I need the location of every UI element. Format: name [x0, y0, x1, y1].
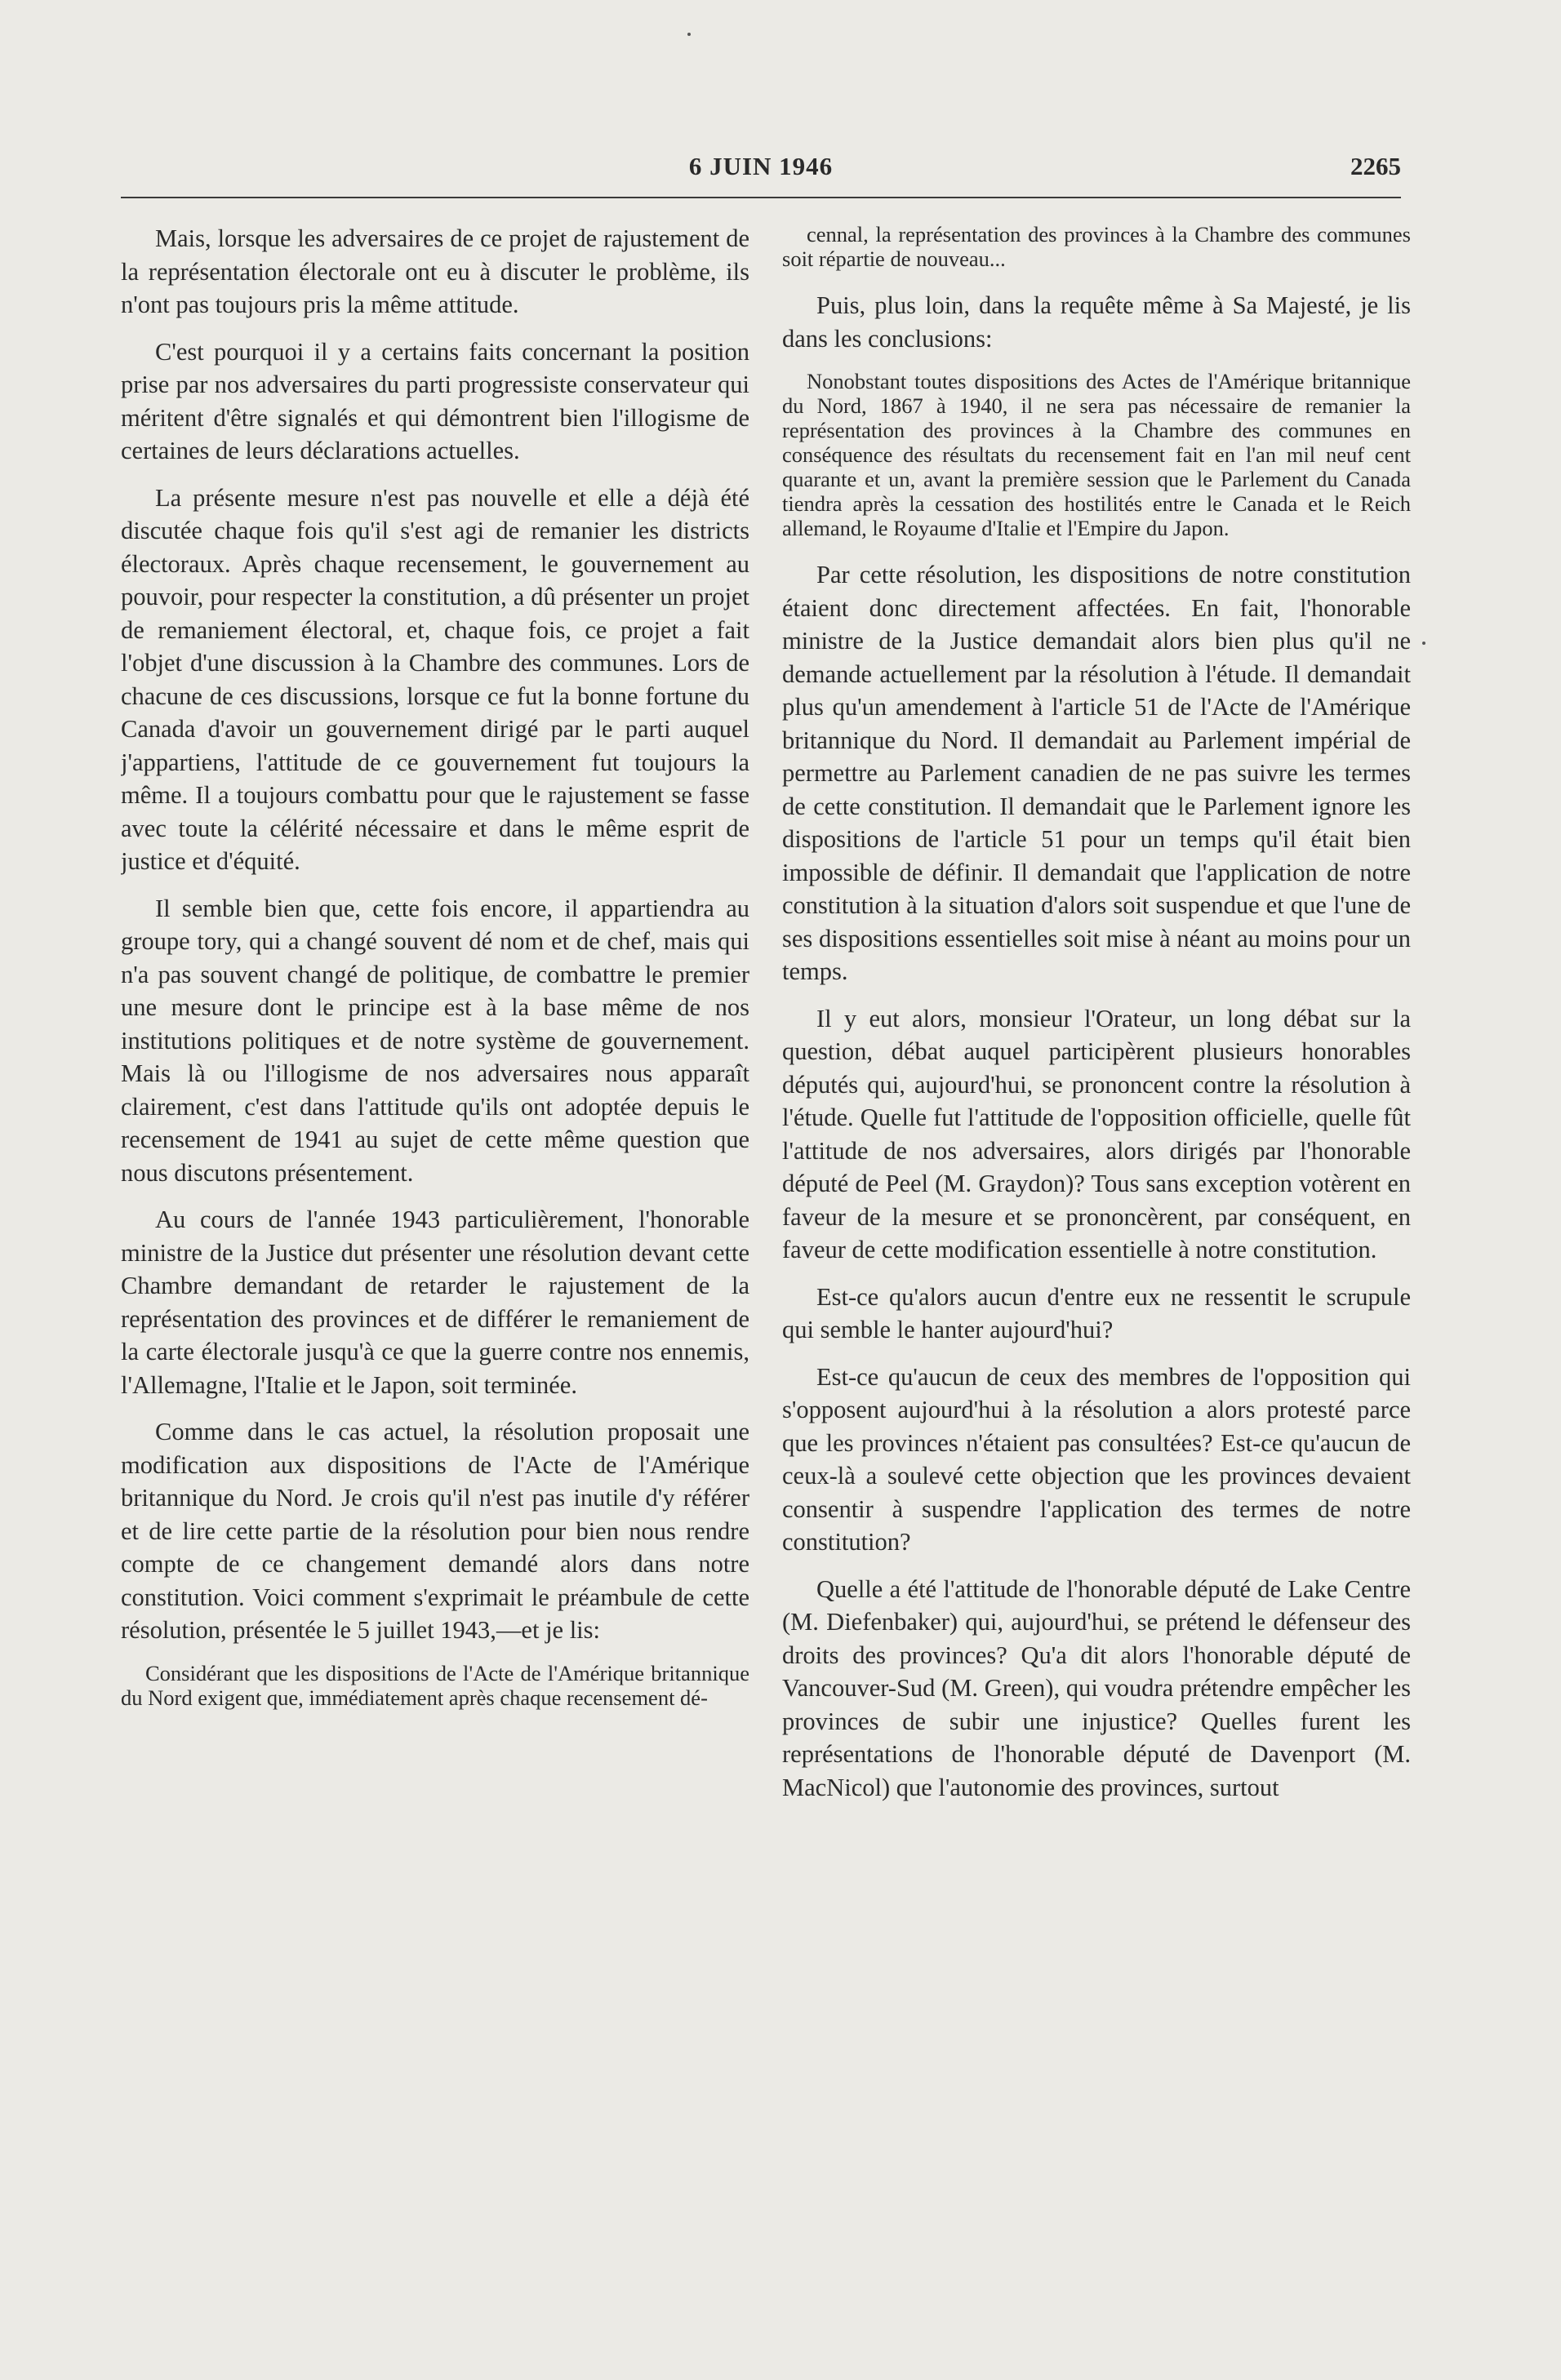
left-column [121, 222, 749, 2344]
paragraph: Comme dans le cas actuel, la résolution proposait une modification aux dispositions de l'Acte de l'Amérique britannique du Nord. Je crois qu'il n'est pas inutile d'y référer et de lire cette partie de la résolution pour bien nous rendre compte de ce changement demandé alors dans notre constitution. Voici comment s'exprimait le préambule de cette résolution, présentée le 5 juillet 1943,—et je lis: [121, 1418, 749, 1644]
quoted-resolution: Considérant que les dispositions de l'Acte de l'Amérique britannique du Nord exigent que, immédiatement après chaque recensement dé- [121, 1660, 749, 1710]
page-number: 2265 [1350, 152, 1401, 180]
paragraph: Puis, plus loin, dans la requête même à Sa Majesté, je lis dans les conclusions: [782, 291, 1411, 353]
paragraph: Il semble bien que, cette fois encore, il appartiendra au groupe tory, qui a changé souvent dé nom et de chef, mais qui n'a pas souvent changé de politique, de combattre le premier une mesure dont le principe est à la base même de nos institutions politiques et de notre système de gouvernement. Mais là ou l'illogisme de nos adversaires nous apparaît clairement, c'est dans l'attitude qu'ils ont adoptée depuis le recensement de 1941 au sujet de cette même question que nous discutons présentement. [121, 894, 749, 1187]
paragraph: C'est pourquoi il y a certains faits concernant la position prise par nos adversaires du parti progressiste conservateur qui méritent d'être signalés et qui démontrent bien l'illogisme de certaines de leurs déclarations actuelles. [121, 337, 749, 464]
paragraph: La présente mesure n'est pas nouvelle et elle a déjà été discutée chaque fois qu'il s'est agi de remanier les districts électoraux. Après chaque recensement, le gouvernement au pouvoir, pour respecter la constitution, a dû présenter un projet de remaniement électoral, et, chaque fois, ce projet a fait l'objet d'une discussion à la Chambre des communes. Lors de chacune de ces discussions, lorsque ce fut la bonne fortune du Canada d'avoir un gouvernement dirigé par le parti auquel j'appartiens, l'attitude de ce gouvernement fut toujours la même. Il a toujours combattu pour que le rajustement se fasse avec toute la célérité nécessaire et dans le même esprit de justice et d'équité. [121, 483, 749, 875]
page-header [121, 152, 1401, 189]
header-rule [121, 197, 1401, 198]
paragraph: Il y eut alors, monsieur l'Orateur, un long débat sur la question, débat auquel participèrent plusieurs honorables députés qui, aujourd'hui, se prononcent contre la résolution à l'étude. Quelle fut l'attitude de l'opposition officielle, quelle fût l'attitude de nos adversaires, alors dirigés par l'honorable député de Peel (M. Graydon)? Tous sans exception votèrent en faveur de la mesure et se prononcèrent, par conséquent, en faveur de cette modification essentielle à notre constitution. [782, 1004, 1411, 1263]
right-column [782, 222, 1411, 2344]
paragraph: Est-ce qu'alors aucun d'entre eux ne ressentit le scrupule qui semble le hanter aujourd'hui? [782, 1282, 1411, 1343]
paragraph: Au cours de l'année 1943 particulièrement, l'honorable ministre de la Justice dut présenter une résolution devant cette Chambre demandant de retarder le rajustement de la représentation des provinces et de différer le remaniement de la carte électorale jusqu'à ce que la guerre contre nos ennemis, l'Allemagne, l'Italie et le Japon, soit terminée. [121, 1206, 749, 1399]
quoted-resolution-continued: cennal, la représentation des provinces à la Chambre des communes soit répartie de nouveau... [782, 222, 1411, 271]
paragraph: Est-ce qu'aucun de ceux des membres de l'opposition qui s'opposent aujourd'hui à la résolution a alors protesté parce que les provinces n'étaient pas consultées? Est-ce qu'aucun de ceux-là a soulevé cette objection que les provinces devaient consentir à suspendre l'application des termes de notre constitution? [782, 1362, 1411, 1556]
paragraph: Mais, lorsque les adversaires de ce projet de rajustement de la représentation électorale ont eu à discuter le problème, ils n'ont pas toujours pris la même attitude. [121, 224, 749, 318]
paragraph: Par cette résolution, les dispositions de notre constitution étaient donc directement affectées. En fait, l'honorable ministre de la Justice demandait alors bien plus qu'il ne demande actuellement par la résolution à l'étude. Il demandait plus qu'un amendement à l'article 51 de l'Acte de l'Amérique britannique du Nord. Il demandait au Parlement impérial de permettre au Parlement canadien de ne pas suivre les termes de cette constitution. Il demandait que le Parlement ignore les dispositions de l'article 51 pour un temps qu'il était bien impossible de définir. Il demandait que l'application de notre constitution à la situation d'alors soit suspendue et que l'une de ses dispositions essentielles soit mise à néant au moins pour un temps. [782, 561, 1411, 985]
quoted-conclusions: Nonobstant toutes dispositions des Actes de l'Amérique britannique du Nord, 1867 à 1940, il ne sera pas nécessaire de remanier la représentation des provinces à la Chambre des communes en conséquence des résultats du recensement fait en l'an mil neuf cent quarante et un, avant la première session que le Parlement du Canada tiendra après la cessation des hostilités entre le Canada et le Reich allemand, le Royaume d'Italie et l'Empire du Japon. [782, 369, 1411, 540]
scan-speck [1422, 642, 1425, 645]
header-date: 6 JUIN 1946 [688, 152, 834, 180]
scan-speck [687, 33, 691, 36]
paragraph: Quelle a été l'attitude de l'honorable député de Lake Centre (M. Diefenbaker) qui, aujourd'hui, se prétend le défenseur des droits des provinces? Qu'a dit alors l'honorable député de Vancouver-Sud (M. Green), qui voudra prétendre empêcher les provinces de subir une injustice? Quelles furent les représentations de l'honorable député de Davenport (M. MacNicol) que l'autonomie des provinces, surtout [782, 1574, 1411, 1801]
